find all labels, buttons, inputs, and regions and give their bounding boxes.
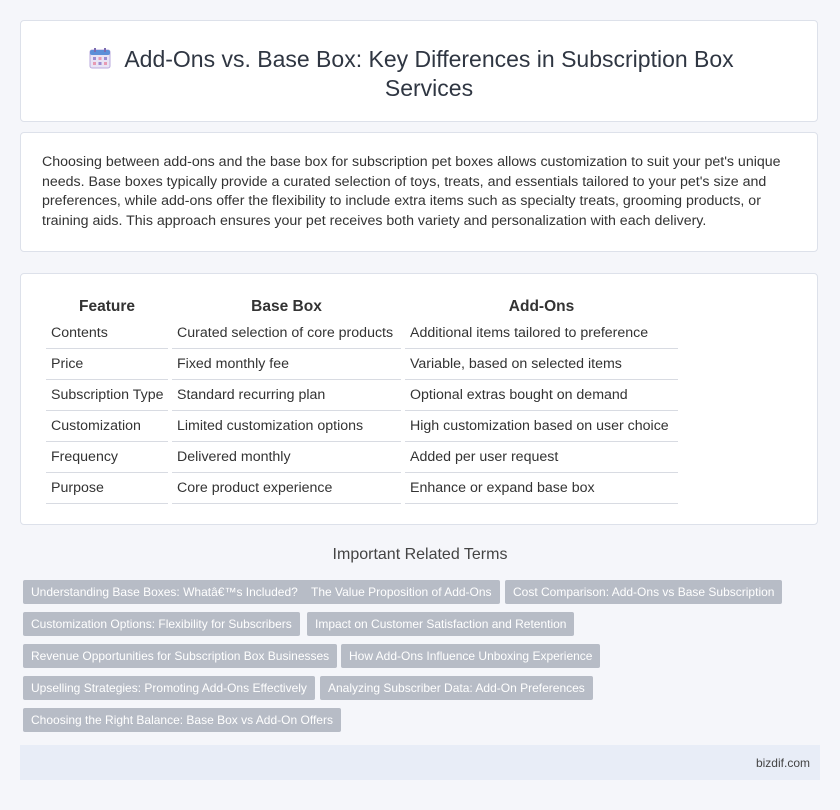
table-row bbox=[46, 411, 678, 442]
base-box-cell: Limited customization options bbox=[172, 411, 401, 442]
base-box-cell: Curated selection of core products bbox=[172, 318, 401, 349]
feature-cell: Purpose bbox=[46, 473, 168, 504]
intro-card bbox=[20, 132, 818, 252]
header-add-ons: Add-Ons bbox=[508, 298, 575, 315]
related-tag[interactable]: Customization Options: Flexibility for Subscribers bbox=[23, 612, 300, 636]
table-row bbox=[46, 349, 678, 380]
related-tag[interactable]: Understanding Base Boxes: Whatâ€™s Included? bbox=[23, 580, 306, 604]
table-row bbox=[46, 318, 678, 349]
related-tag[interactable]: Impact on Customer Satisfaction and Retention bbox=[307, 612, 574, 636]
related-tag[interactable]: Upselling Strategies: Promoting Add-Ons Effectively bbox=[23, 676, 315, 700]
base-box-cell: Fixed monthly fee bbox=[172, 349, 401, 380]
comparison-table bbox=[42, 296, 682, 504]
comparison-card bbox=[20, 273, 818, 525]
footer bbox=[20, 745, 820, 780]
title-card bbox=[20, 20, 818, 122]
add-ons-cell: Added per user request bbox=[405, 442, 678, 473]
related-tag[interactable]: Choosing the Right Balance: Base Box vs Add-On Offers bbox=[23, 708, 341, 732]
intro-paragraph: Choosing between add-ons and the base box for subscription pet boxes allows customization to suit your pet's unique needs. Base boxes typically provide a curated selection of toys, treats, and essentials tailored to your pet's size and preferences, while add-ons offer the flexibility to include extra items such as specialty treats, grooming products, or training aids. This approach ensures your pet receives both variety and personalization with each delivery. bbox=[42, 154, 781, 229]
table-row bbox=[46, 380, 678, 411]
table-row bbox=[46, 442, 678, 473]
related-tag[interactable]: The Value Proposition of Add-Ons bbox=[303, 580, 500, 604]
base-box-cell: Delivered monthly bbox=[172, 442, 401, 473]
base-box-cell: Standard recurring plan bbox=[172, 380, 401, 411]
page-title: Add-Ons vs. Base Box: Key Differences in Subscription Box Services bbox=[124, 46, 734, 101]
related-tag[interactable]: Revenue Opportunities for Subscription Box Businesses bbox=[23, 644, 337, 668]
related-tag[interactable]: Cost Comparison: Add-Ons vs Base Subscription bbox=[505, 580, 782, 604]
related-tag[interactable]: How Add-Ons Influence Unboxing Experience bbox=[341, 644, 600, 668]
feature-cell: Customization bbox=[46, 411, 168, 442]
add-ons-cell: Enhance or expand base box bbox=[405, 473, 678, 504]
header-feature: Feature bbox=[79, 298, 135, 315]
add-ons-cell: Additional items tailored to preference bbox=[405, 318, 678, 349]
related-terms-heading: Important Related Terms bbox=[332, 546, 508, 563]
related-tag[interactable]: Analyzing Subscriber Data: Add-On Preferences bbox=[320, 676, 593, 700]
table-row bbox=[46, 473, 678, 504]
feature-cell: Subscription Type bbox=[46, 380, 168, 411]
add-ons-cell: Optional extras bought on demand bbox=[405, 380, 678, 411]
feature-cell: Price bbox=[46, 349, 168, 380]
header-base-box: Base Box bbox=[251, 298, 322, 315]
add-ons-cell: High customization based on user choice bbox=[405, 411, 678, 442]
feature-cell: Contents bbox=[46, 318, 168, 349]
table-header-row bbox=[46, 296, 678, 318]
footer-brand[interactable]: bizdif.com bbox=[755, 756, 810, 770]
add-ons-cell: Variable, based on selected items bbox=[405, 349, 678, 380]
base-box-cell: Core product experience bbox=[172, 473, 401, 504]
feature-cell: Frequency bbox=[46, 442, 168, 473]
